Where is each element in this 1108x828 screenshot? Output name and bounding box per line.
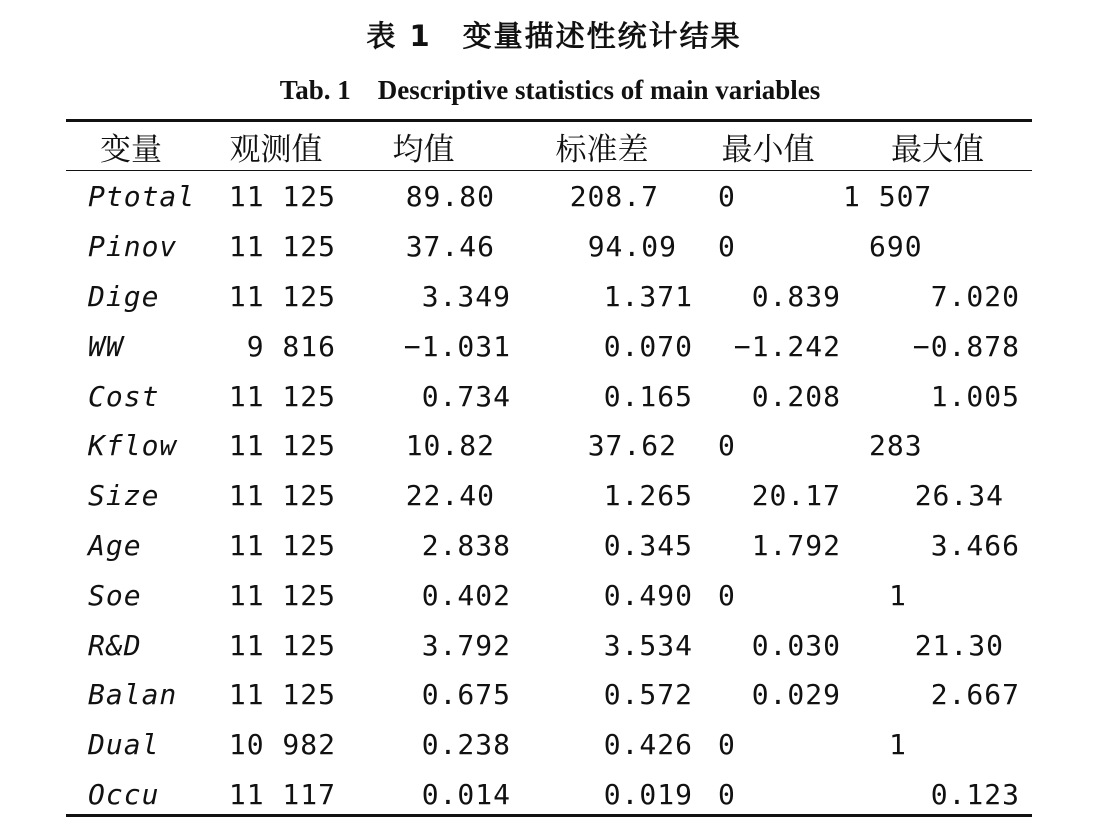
cell-std-dev: 0.019: [603, 777, 693, 811]
cell-variable: Ptotal: [88, 180, 196, 214]
cell-std-dev: 0.572: [603, 678, 693, 712]
cell-observations: 11 125: [228, 429, 336, 463]
cell-min: −1.242: [733, 329, 841, 363]
cell-mean: 2.838: [421, 528, 511, 562]
cell-std-dev: 208.7: [569, 180, 659, 214]
cell-variable: Balan: [88, 678, 178, 712]
cell-mean: 0.734: [421, 379, 511, 413]
table-title-chinese: 表 1 变量描述性统计结果: [366, 19, 742, 53]
cell-min: 0.839: [751, 279, 841, 313]
cell-min: 1.792: [751, 528, 841, 562]
cell-mean: 10.82: [405, 429, 495, 463]
cell-mean: −1.031: [403, 329, 511, 363]
cell-mean: 89.80: [405, 180, 495, 214]
cell-max: 283: [869, 429, 923, 463]
cell-variable: Cost: [88, 379, 160, 413]
cell-std-dev: 3.534: [603, 628, 693, 662]
cell-max: 1: [889, 578, 907, 612]
header-min: 最小值: [721, 131, 815, 168]
cell-mean: 0.402: [421, 578, 511, 612]
cell-max: 7.020: [930, 279, 1020, 313]
cell-std-dev: 1.371: [603, 279, 693, 313]
cell-max: 2.667: [930, 678, 1020, 712]
cell-min: 0.030: [751, 628, 841, 662]
table-row: [66, 321, 1032, 371]
cell-max: 26.34: [914, 479, 1004, 513]
cell-observations: 11 125: [228, 479, 336, 513]
header-std-dev: 标准差: [555, 131, 649, 168]
cell-min: 0: [718, 578, 736, 612]
cell-observations: 11 125: [228, 180, 336, 214]
cell-std-dev: 37.62: [587, 429, 677, 463]
cell-observations: 11 125: [228, 628, 336, 662]
cell-observations: 11 125: [228, 678, 336, 712]
cell-min: 0: [718, 429, 736, 463]
cell-variable: Soe: [88, 578, 142, 612]
cell-mean: 0.238: [421, 728, 511, 762]
table-row: [66, 770, 1032, 820]
cell-min: 0.029: [751, 678, 841, 712]
table-row: [66, 720, 1032, 770]
header-max: 最大值: [891, 131, 984, 168]
table-row: [66, 222, 1032, 272]
cell-observations: 9 816: [246, 329, 336, 363]
table-row: [66, 170, 1032, 222]
cell-min: 20.17: [751, 479, 841, 513]
cell-max: 3.466: [930, 528, 1020, 562]
cell-max: −0.878: [912, 329, 1020, 363]
cell-std-dev: 94.09: [587, 230, 677, 264]
table-header-row: [66, 122, 1032, 170]
cell-max: 690: [869, 230, 923, 264]
cell-mean: 37.46: [405, 230, 495, 264]
cell-variable: Age: [88, 528, 142, 562]
cell-variable: WW: [88, 329, 124, 363]
cell-variable: R&D: [88, 628, 142, 662]
cell-observations: 11 117: [228, 777, 336, 811]
cell-mean: 0.675: [421, 678, 511, 712]
cell-min: 0: [718, 728, 736, 762]
cell-mean: 0.014: [421, 777, 511, 811]
header-mean: 均值: [392, 131, 455, 168]
table-row: [66, 272, 1032, 322]
cell-min: 0.208: [751, 379, 841, 413]
table-row: [66, 421, 1032, 471]
table-row: [66, 570, 1032, 620]
cell-mean: 3.792: [421, 628, 511, 662]
cell-min: 0: [718, 230, 736, 264]
cell-variable: Dige: [88, 279, 160, 313]
cell-variable: Size: [88, 479, 160, 513]
cell-std-dev: 0.070: [603, 329, 693, 363]
descriptive-statistics-table: [66, 122, 1032, 819]
cell-max: 0.123: [930, 777, 1020, 811]
cell-max: 1: [889, 728, 907, 762]
cell-observations: 11 125: [228, 578, 336, 612]
cell-observations: 11 125: [228, 279, 336, 313]
cell-variable: Occu: [88, 777, 160, 811]
cell-observations: 11 125: [228, 528, 336, 562]
cell-std-dev: 1.265: [603, 479, 693, 513]
cell-std-dev: 0.345: [603, 528, 693, 562]
cell-observations: 11 125: [228, 230, 336, 264]
cell-min: 0: [718, 777, 736, 811]
table-row: [66, 670, 1032, 720]
cell-variable: Pinov: [88, 230, 178, 264]
table-title-english: Tab. 1 Descriptive statistics of main variables: [279, 75, 821, 105]
cell-min: 0: [718, 180, 736, 214]
header-observations: 观测值: [229, 131, 323, 168]
table-row: [66, 371, 1032, 421]
cell-mean: 3.349: [421, 279, 511, 313]
cell-std-dev: 0.165: [603, 379, 693, 413]
cell-std-dev: 0.490: [603, 578, 693, 612]
cell-variable: Dual: [88, 728, 160, 762]
table-row: [66, 620, 1032, 670]
table-row: [66, 521, 1032, 571]
cell-observations: 11 125: [228, 379, 336, 413]
cell-variable: Kflow: [88, 429, 178, 463]
table-row: [66, 471, 1032, 521]
cell-max: 1.005: [930, 379, 1020, 413]
cell-observations: 10 982: [228, 728, 336, 762]
header-variable: 变量: [100, 131, 162, 168]
cell-mean: 22.40: [405, 479, 495, 513]
cell-max: 21.30: [914, 628, 1004, 662]
cell-max: 1 507: [843, 180, 933, 214]
cell-std-dev: 0.426: [603, 728, 693, 762]
